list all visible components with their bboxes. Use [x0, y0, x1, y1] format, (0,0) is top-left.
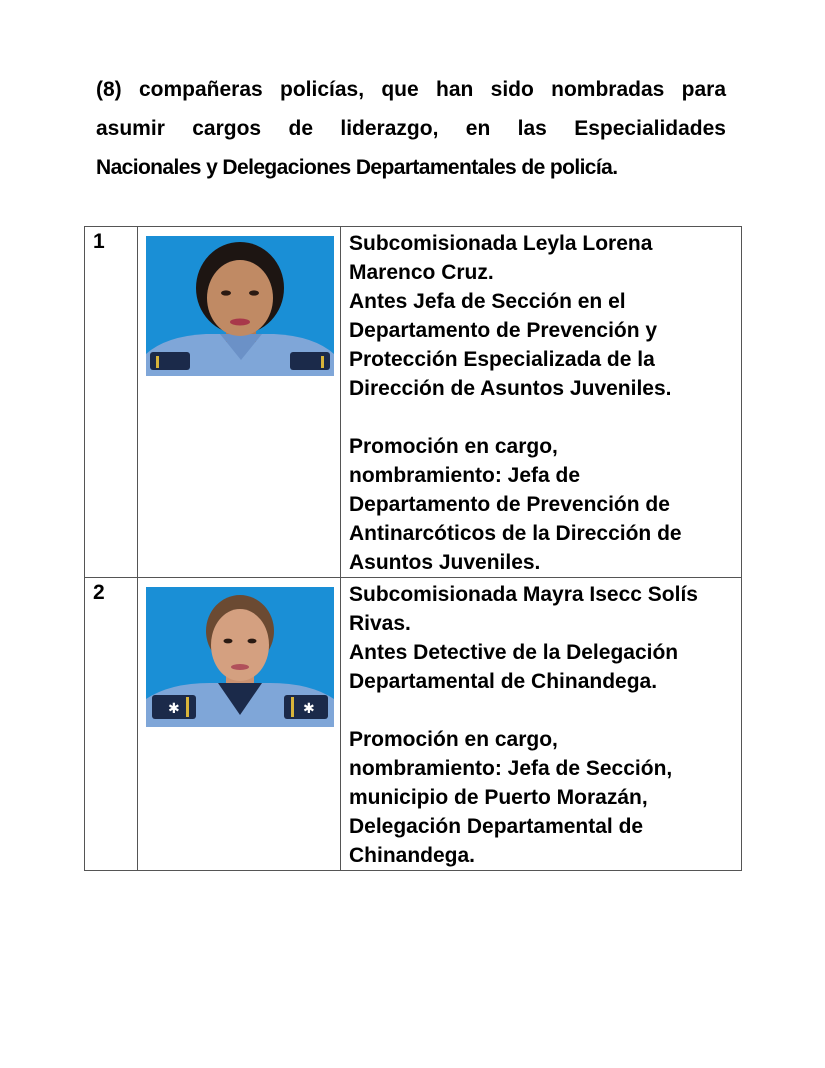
- promotion-line: Delegación Departamental de: [349, 815, 644, 838]
- previous-position-line: Departamental de Chinandega.: [349, 670, 658, 693]
- promotion-line: Promoción en cargo,: [349, 728, 558, 751]
- promotion-line: Antinarcóticos de la Dirección de: [349, 522, 682, 545]
- officer-name-line: Marenco Cruz.: [349, 261, 494, 284]
- entry-description: [341, 578, 742, 871]
- table-row: [85, 578, 742, 871]
- previous-position-line: Antes Jefa de Sección en el: [349, 290, 626, 313]
- officer-name-line: Subcomisionada Leyla Lorena: [349, 232, 653, 255]
- officer-name-line: Subcomisionada Mayra Isecc Solís: [349, 583, 698, 606]
- promotion-line: municipio de Puerto Morazán,: [349, 786, 648, 809]
- intro-line: asumir cargos de liderazgo, en las Especialidades: [96, 117, 726, 140]
- intro-line: (8) compañeras policías, que han sido nombradas para: [96, 78, 726, 101]
- appointments-table: [84, 226, 742, 871]
- officer-name-line: Rivas.: [349, 612, 411, 635]
- intro-line: Nacionales y Delegaciones Departamentales de policía.: [96, 156, 618, 179]
- promotion-line: Chinandega.: [349, 844, 476, 867]
- entry-description: [341, 227, 742, 578]
- photo-cell: [138, 578, 341, 871]
- promotion-line: Promoción en cargo,: [349, 435, 558, 458]
- officer-photo: [146, 587, 334, 727]
- entry-number: 2: [85, 578, 138, 871]
- previous-position-line: Dirección de Asuntos Juveniles.: [349, 377, 672, 400]
- entry-number: 1: [85, 227, 138, 578]
- table-row: [85, 227, 742, 578]
- promotion-line: nombramiento: Jefa de: [349, 464, 581, 487]
- previous-position-line: Protección Especializada de la: [349, 348, 655, 371]
- promotion-line: nombramiento: Jefa de Sección,: [349, 757, 673, 780]
- promotion-line: Departamento de Prevención de: [349, 493, 670, 516]
- previous-position-line: Departamento de Prevención y: [349, 319, 658, 342]
- officer-photo: [146, 236, 334, 376]
- intro-paragraph: [96, 70, 726, 187]
- svg-text:✱: ✱: [168, 701, 180, 717]
- photo-cell: [138, 227, 341, 578]
- previous-position-line: Antes Detective de la Delegación: [349, 641, 679, 664]
- svg-text:✱: ✱: [303, 701, 315, 717]
- promotion-line: Asuntos Juveniles.: [349, 551, 541, 574]
